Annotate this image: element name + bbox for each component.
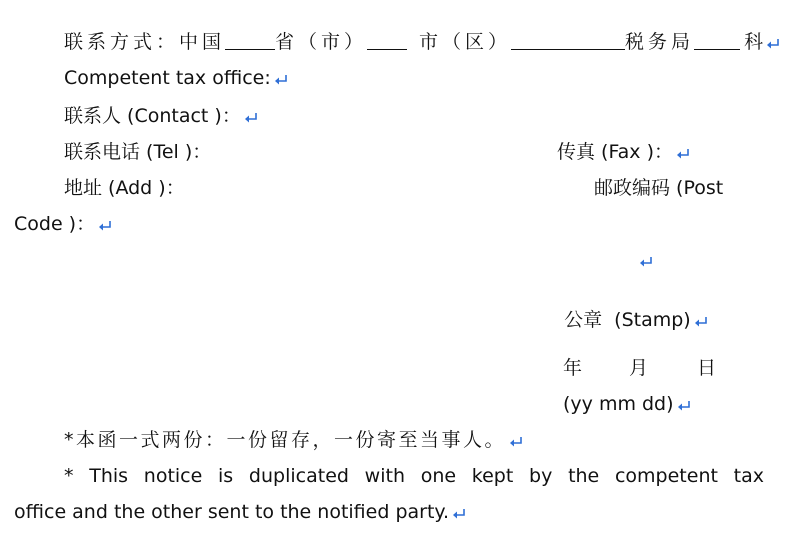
address-line (64, 176, 185, 200)
month-label: 月 (629, 357, 649, 379)
city-label: 市（区） (419, 31, 512, 53)
competent-office-line (64, 66, 288, 90)
postcode-label: 邮政编码 (Post (594, 177, 724, 199)
day-label: 日 (697, 357, 717, 379)
note-en-line1: * This notice is duplicated with one kept by the competent tax (64, 465, 764, 487)
date-month (629, 356, 648, 380)
note-cn-text: *本函一式两份：一份留存，一份寄至当事人。 (64, 429, 507, 451)
paragraph-mark-icon (639, 256, 653, 268)
phone-line (64, 140, 211, 164)
paragraph-mark-icon (509, 436, 523, 448)
note-en-line2-text: office and the other sent to the notified party. (14, 501, 449, 523)
paragraph-mark-icon (694, 316, 708, 328)
paragraph-mark-icon (274, 74, 288, 86)
province-blank (225, 31, 275, 50)
note-en-line2 (14, 500, 466, 524)
fax-line (557, 140, 690, 164)
paragraph-mark-icon (98, 220, 112, 232)
date-format-label: (yy mm dd) (563, 393, 674, 415)
bureau-label: 税务局 (625, 31, 695, 53)
competent-office-label: Competent tax office: (64, 67, 271, 89)
address-label: 地址 (Add )： (64, 177, 185, 199)
province-label: 省（市） (275, 31, 368, 53)
contact-method-label: 联系方式：中国 (64, 31, 226, 53)
paragraph-mark-icon (244, 112, 258, 124)
postcode-continuation-line (14, 212, 112, 236)
date-day (697, 356, 716, 380)
contact-person-line (64, 104, 258, 128)
empty-paragraph (636, 248, 653, 272)
postcode-line (594, 176, 723, 200)
note-cn-line (64, 428, 523, 452)
phone-label: 联系电话 (Tel )： (64, 141, 212, 163)
paragraph-mark-icon (766, 38, 780, 50)
section-label: 科 (744, 31, 764, 53)
date-format-line (563, 392, 691, 416)
bureau-blank (511, 31, 625, 50)
contact-person-label: 联系人 (Contact )： (64, 105, 241, 127)
year-label: 年 (563, 357, 583, 379)
fax-label: 传真 (Fax )： (557, 141, 673, 163)
section-blank (694, 31, 740, 50)
paragraph-mark-icon (676, 148, 690, 160)
contact-method-line (64, 30, 780, 54)
stamp-label: 公章 (Stamp) (564, 309, 691, 331)
date-year (563, 356, 582, 380)
paragraph-mark-icon (677, 400, 691, 412)
stamp-line (552, 284, 708, 332)
city-blank (367, 31, 407, 50)
postcode-code-label: Code )： (14, 213, 96, 235)
paragraph-mark-icon (452, 508, 466, 520)
